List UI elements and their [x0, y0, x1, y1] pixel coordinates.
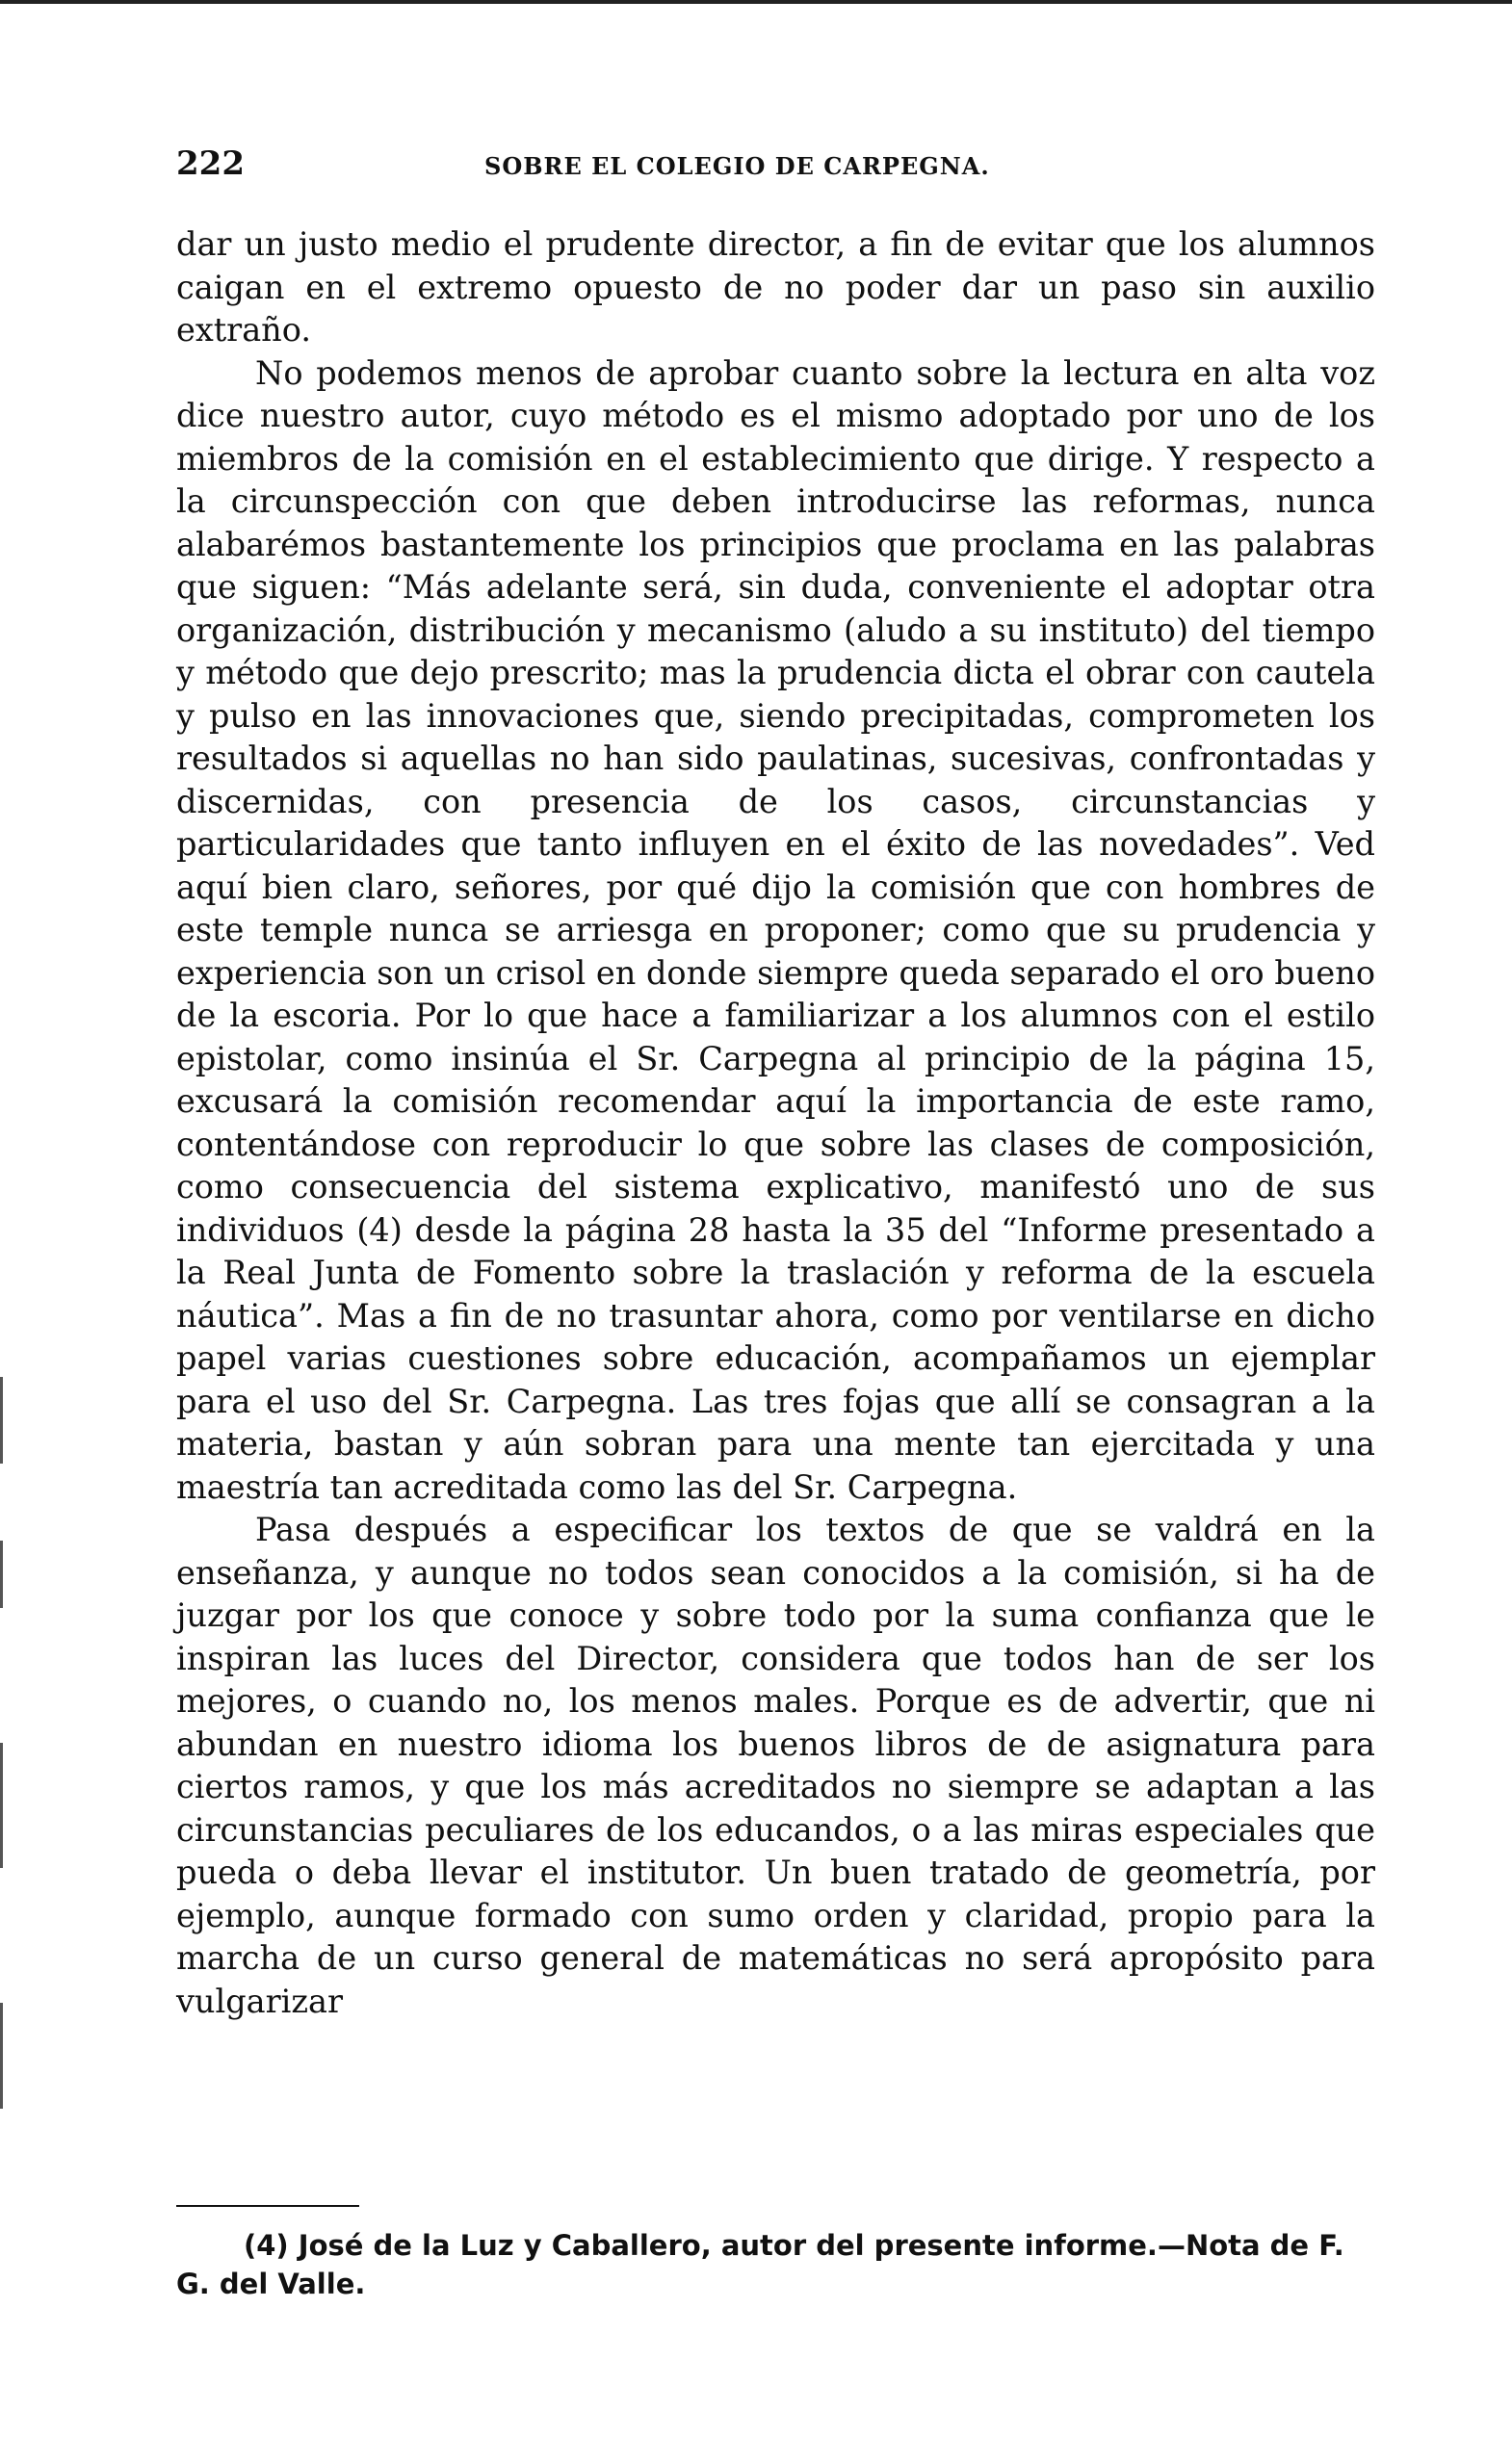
book-page — [176, 144, 1375, 2023]
footnote: (4) José de la Luz y Caballero, autor del presente informe.—Nota de F. G. del Valle. — [176, 2229, 1344, 2300]
left-margin-mark — [0, 1541, 3, 1608]
running-title: SOBRE EL COLEGIO DE CARPEGNA. — [484, 152, 990, 180]
body-text — [176, 223, 1375, 2023]
footnote-rule — [176, 2205, 359, 2207]
page-header — [176, 144, 1375, 195]
left-margin-mark — [0, 1743, 3, 1868]
left-margin-mark — [0, 2003, 3, 2109]
paragraph-1: dar un justo medio el prudente director, a fin de evitar que los alumnos caigan en el extremo opuesto de no poder dar un paso sin auxilio extraño. — [176, 225, 1375, 349]
left-margin-mark — [0, 1377, 3, 1464]
paragraph-2: No podemos menos de aprobar cuanto sobre la lectura en alta voz dice nuestro autor, cuyo método es el mismo adoptado por uno de los miembros de la comisión en el establecimiento que dirige. Y respecto a la circunspección con que deben introducirse las reformas, nunca alabarémos bastantemente los principios que proclama en las palabras que siguen: “Más adelante será, sin duda, conveniente el adoptar otra organización, distribución y mecanismo (aludo a su instituto) del tiempo y método que dejo prescrito; mas la prudencia dicta el obrar con cautela y pulso en las innovaciones que, siendo precipitadas, comprometen los resultados si aquellas no han sido paulatinas, sucesivas, confrontadas y discernidas, con presencia de los casos, circunstancias y particularidades que tanto influyen en el éxito de las novedades”. Ved aquí bien claro, señores, por qué dijo la comisión que con hombres de este temple nunca se arriesga en proponer; como que su prudencia y experiencia son un crisol en donde siempre queda separado el oro bueno de la escoria. Por lo que hace a familiarizar a los alumnos con el estilo epistolar, como insinúa el Sr. Carpegna al principio de la página 15, excusará la comisión recomendar aquí la importancia de este ramo, contentándose con reproducir lo que sobre las clases de composición, como consecuencia del sistema explicativo, manifestó uno de sus individuos (4) desde la página 28 hasta la 35 del “Informe presentado a la Real Junta de Fomento sobre la traslación y reforma de la escuela náutica”. Mas a fin de no trasuntar ahora, como por ventilarse en dicho papel varias cuestiones sobre educación, acompañamos un ejemplar para el uso del Sr. Carpegna. Las tres fojas que allí se consagran a la materia, bastan y aún sobran para una mente tan ejercitada y una maestría tan acreditada como las del Sr. Carpegna. — [176, 353, 1375, 1506]
paragraph-3: Pasa después a especificar los textos de que se valdrá en la enseñanza, y aunque no todos sean conocidos a la comisión, si ha de juzgar por los que conoce y sobre todo por la suma confianza que le inspiran las luces del Director, considera que todos han de ser los mejores, o cuando no, los menos males. Porque es de advertir, que ni abundan en nuestro idioma los buenos libros de de asignatura para ciertos ramos, y que los más acreditados no siempre se adaptan a las circunstancias peculiares de los educandos, o a las miras especiales que pueda o deba llevar el institutor. Un buen tratado de geometría, por ejemplo, aunque formado con sumo orden y claridad, propio para la marcha de un curso general de matemáticas no será apropósito para vulgarizar — [176, 1511, 1375, 2020]
page-number: 222 — [176, 144, 245, 183]
top-border-rule — [0, 0, 1512, 4]
